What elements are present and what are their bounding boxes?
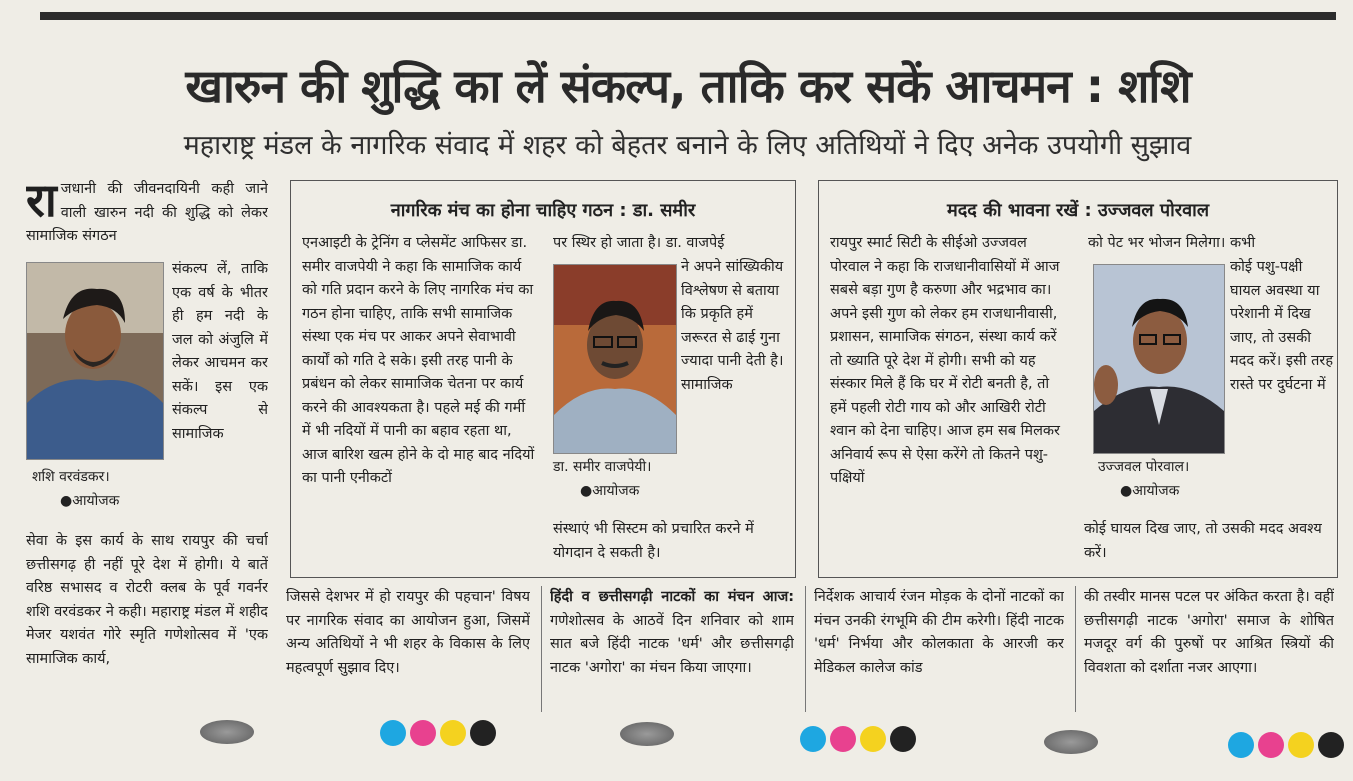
column-divider bbox=[1075, 586, 1076, 712]
box-ujjwal-title: मदद की भावना रखें : उज्जवल पोरवाल bbox=[946, 200, 1210, 221]
yellow-dot bbox=[1288, 732, 1314, 758]
box-samir-col2-top: पर स्थिर हो जाता है। डा. वाजपेई bbox=[553, 235, 725, 251]
drama-text: गणेशोत्सव के आठवें दिन शनिवार को शाम सात बजे हिंदी नाटक 'धर्म' और छत्तीसगढ़ी नाटक 'अगोरा' का मंचन किया जाएगा। bbox=[550, 612, 794, 676]
samir-photo bbox=[553, 264, 677, 454]
black-dot bbox=[890, 726, 916, 752]
bottom-col-3: निर्देशक आचार्य रंजन मोड़क के दोनों नाटकों का मंचन उनकी रंगभूमि की टीम करेगी। हिंदी नाटक 'धर्म' निर्भया और कोलकाता के आरजी कर मेडिकल कालेज कांड bbox=[814, 589, 1064, 676]
box-ujjwal-col1: रायपुर स्मार्ट सिटी के सीईओ उज्जवल पोरवाल ने कहा कि राजधानीवासियों में आज सबसे बड़ा गुण है करुणा और भद्रभाव का। अपने इसी गुण को लेकर हम राजधानीवासी, प्रशासन, सामाजिक संगठन, संस्था कार्य करें तो ख्याति पूरे देश में होगी। सभी को यह संस्कार मिले हैं कि घर में रोटी बनती है, तो हमें पहली रोटी गाय को और आखिरी रोटी श्वान को देना चाहिए। आज हम सब मिलकर अनिवार्य रूप से ऐसा करेंगे तो कितने पशु-पक्षियों bbox=[830, 235, 1060, 486]
subheadline: महाराष्ट्र मंडल के नागरिक संवाद में शहर को बेहतर बनाने के लिए अतिथियों ने दिए अनेक उपयोगी सुझाव bbox=[183, 130, 1192, 161]
portrait-illustration bbox=[554, 265, 676, 453]
magenta-dot bbox=[410, 720, 436, 746]
lead-continued: सेवा के इस कार्य के साथ रायपुर की चर्चा छत्तीसगढ़ ही नहीं पूरे देश में होगी। ये बातें वरिष्ठ सभासद व रोटरी क्लब के पूर्व गवर्नर शशि वरवंडकर ने कही। महाराष्ट्र मंडल में शहीद मेजर यशवंत गोरे स्मृति गणेशोत्सव में 'एक सामाजिक कार्य, bbox=[26, 533, 268, 667]
samir-role: ●आयोजक bbox=[580, 483, 640, 499]
magenta-dot bbox=[830, 726, 856, 752]
shashi-photo bbox=[26, 262, 164, 460]
dropcap: रा bbox=[26, 178, 57, 227]
ujjwal-photo bbox=[1093, 264, 1225, 454]
black-dot bbox=[470, 720, 496, 746]
black-dot bbox=[1318, 732, 1344, 758]
shashi-caption: शशि वरवंडकर। bbox=[32, 469, 110, 485]
registration-oval bbox=[1044, 730, 1098, 754]
cyan-dot bbox=[1228, 732, 1254, 758]
box-samir-title: नागरिक मंच का होना चाहिए गठन : डा. समीर bbox=[390, 200, 696, 221]
portrait-illustration bbox=[1094, 265, 1224, 453]
registration-oval bbox=[620, 722, 674, 746]
box-samir-col2-bottom: संस्थाएं भी सिस्टम को प्रचारित करने में योगदान दे सकती है। bbox=[553, 521, 754, 561]
samir-caption: डा. समीर वाजपेयी। bbox=[553, 459, 652, 475]
yellow-dot bbox=[860, 726, 886, 752]
shashi-role: ●आयोजक bbox=[60, 493, 120, 509]
yellow-dot bbox=[440, 720, 466, 746]
registration-oval bbox=[200, 720, 254, 744]
bottom-col-1: जिससे देशभर में हो रायपुर की पहचान' विषय पर नागरिक संवाद का आयोजन हुआ, जिसमें अन्य अतिथियों ने भी शहर के विकास के लिए महत्वपूर्ण सुझाव दिए। bbox=[286, 589, 530, 676]
cyan-dot bbox=[380, 720, 406, 746]
column-divider bbox=[805, 586, 806, 712]
drama-subhead: हिंदी व छत्तीसगढ़ी नाटकों का मंचन आज: bbox=[550, 589, 794, 605]
registration-dots bbox=[380, 720, 500, 750]
ujjwal-caption: उज्जवल पोरवाल। bbox=[1098, 459, 1190, 475]
cyan-dot bbox=[800, 726, 826, 752]
bottom-col-4: की तस्वीर मानस पटल पर अंकित करता है। वहीं छत्तीसगढ़ी नाटक 'अगोरा' समाज के शोषित मजदूर वर्ग की पुरुषों पर आश्रित स्त्रियों की विवशता को दर्शाता नजर आएगा। bbox=[1084, 589, 1334, 676]
magenta-dot bbox=[1258, 732, 1284, 758]
box-ujjwal-col2-top: को पेट भर भोजन मिलेगा। कभी bbox=[1088, 235, 1256, 251]
lead-beside-photo: संकल्प लें, ताकि एक वर्ष के भीतर ही हम नदी के जल को अंजुलि में लेकर आचमन कर सकें। इस एक संकल्प से सामाजिक bbox=[172, 261, 268, 442]
top-rule bbox=[40, 12, 1336, 20]
lead-intro bbox=[26, 178, 268, 248]
registration-dots bbox=[1228, 732, 1348, 762]
box-ujjwal-col2-beside: कोई पशु-पक्षी घायल अवस्था या परेशानी में दिख जाए, तो उसकी मदद करें। इसी तरह रास्ते पर दुर्घटना में bbox=[1230, 259, 1334, 393]
registration-dots bbox=[800, 726, 920, 756]
headline: खारुन की शुद्धि का लें संकल्प, ताकि कर सकें आचमन : शशि bbox=[185, 59, 1191, 113]
bottom-col-2 bbox=[550, 586, 794, 710]
portrait-illustration bbox=[27, 263, 163, 459]
box-samir-col1: एनआइटी के ट्रेनिंग व प्लेसमेंट आफिसर डा. समीर वाजपेयी ने कहा कि सामाजिक कार्य को गति प्रदान करने के लिए नागरिक मंच का गठन होना चाहिए, ताकि सभी सामाजिक संस्था एक मंच पर आकर अपने सेवाभावी कार्यों को गति दे सके। इसी तरह पानी के प्रबंधन को लेकर सामाजिक चेतना पर कार्य करने की आवश्यकता है। पहले मई की गर्मी में भी नदियों में पानी का बहाव रहता था, आज बारिश खत्म होने के दो माह बाद नदियों का पानी एनीकटों bbox=[302, 235, 535, 486]
ujjwal-role: ●आयोजक bbox=[1120, 483, 1180, 499]
box-ujjwal-col2-bottom: कोई घायल दिख जाए, तो उसकी मदद अवश्य करें। bbox=[1084, 521, 1322, 561]
column-divider bbox=[541, 586, 542, 712]
box-samir-col2-beside: ने अपने सांख्यिकीय विश्लेषण से बताया कि प्रकृति हमें जरूरत से ढाई गुना ज्यादा पानी देती है। सामाजिक bbox=[681, 259, 784, 393]
lead-intro-text: जधानी की जीवनदायिनी कही जाने वाली खारुन नदी की शुद्धि को लेकर सामाजिक संगठन bbox=[26, 181, 268, 244]
